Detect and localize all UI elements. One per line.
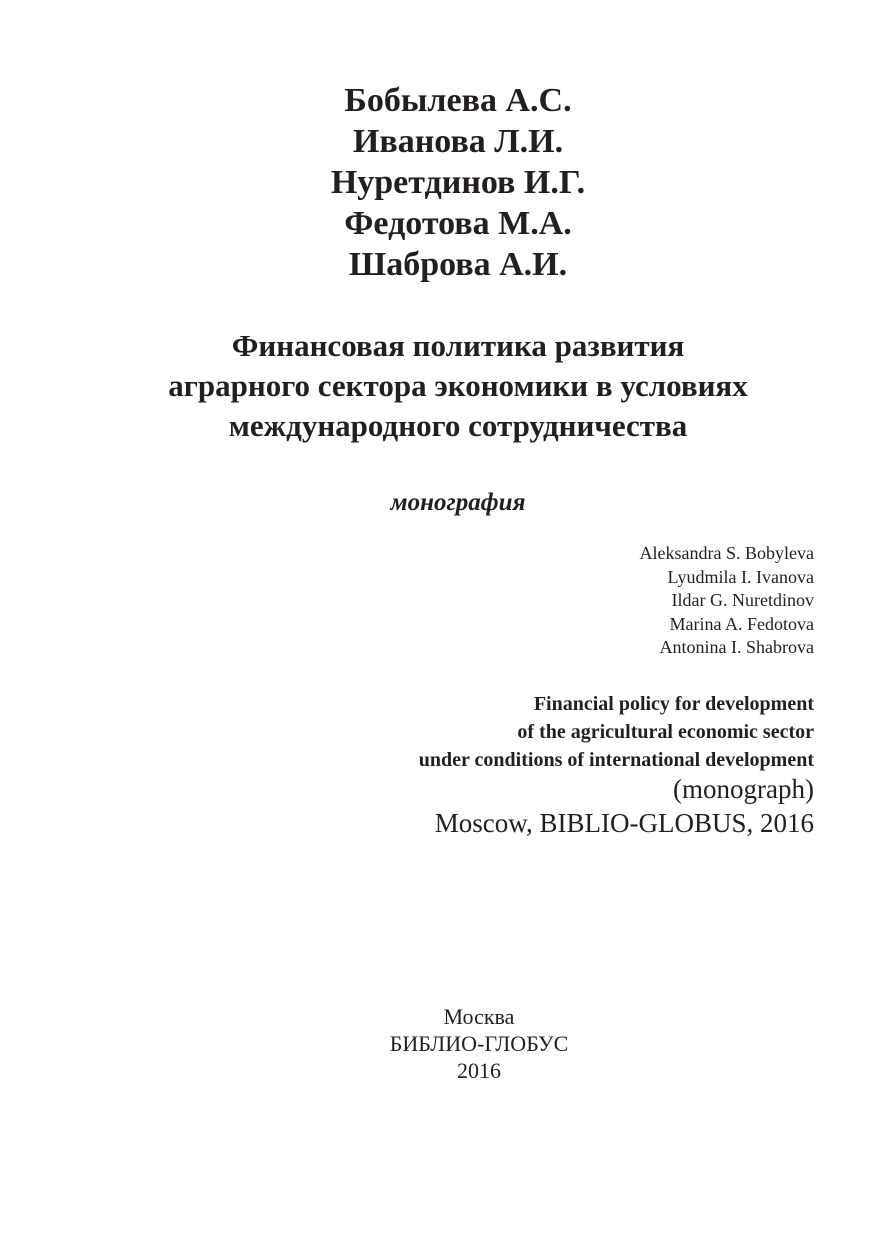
author-name-ru: Иванова Л.И.: [352, 123, 564, 160]
book-title-en-line: Financial policy for development: [533, 693, 814, 715]
author-name-en: Lyudmila I. Ivanova: [667, 566, 814, 587]
author-name-en: Antonina I. Shabrova: [659, 637, 814, 657]
book-title-ru-line: международного сотрудничества: [228, 408, 688, 443]
book-title-en-line: under conditions of international development: [418, 749, 814, 771]
author-name-en: Aleksandra S. Bobyleva: [639, 543, 814, 563]
imprint-en: Moscow, BIBLIO-GLOBUS, 2016: [434, 808, 814, 838]
book-title-ru-line: Финансовая политика развития: [231, 328, 685, 363]
book-title-ru: [0, 326, 876, 446]
book-title-ru-line: аграрного сектора экономики в условиях: [168, 368, 748, 403]
genre-label-en: (monograph): [673, 774, 814, 804]
author-name-ru: Нуретдинов И.Г.: [330, 164, 586, 201]
imprint-ru: [0, 1003, 876, 1084]
authors-list-ru: [0, 80, 876, 285]
imprint-city: Москва: [443, 1004, 515, 1029]
author-name-ru: Бобылева А.С.: [344, 82, 572, 119]
author-name-ru: Федотова М.А.: [344, 205, 572, 242]
book-title-en: [419, 690, 814, 774]
imprint-publisher: БИБЛИО-ГЛОБУС: [389, 1031, 569, 1056]
imprint-year: 2016: [457, 1058, 501, 1083]
author-name-en: Ildar G. Nuretdinov: [671, 590, 814, 610]
genre-label-ru: монография: [390, 489, 526, 516]
authors-list-en: [640, 542, 814, 660]
author-name-en: Marina A. Fedotova: [669, 613, 814, 634]
author-name-ru: Шаброва А.И.: [348, 246, 568, 283]
book-title-en-line: of the agricultural economic sector: [517, 721, 814, 743]
